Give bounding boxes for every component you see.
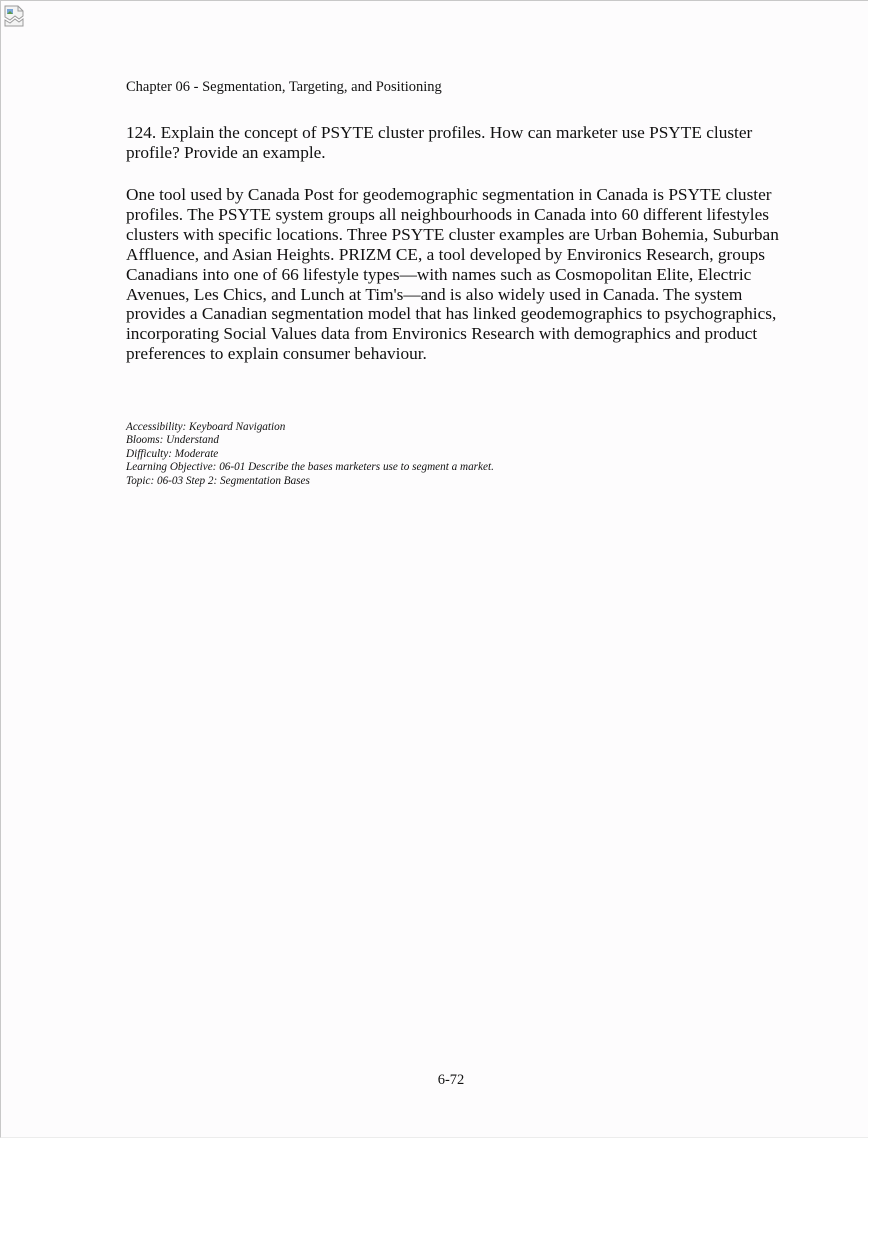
meta-blooms: Blooms: Understand — [126, 434, 219, 447]
answer-line: One tool used by Canada Post for geodemographic segmentation in Canada is PSYTE cluster — [126, 185, 772, 204]
answer-line: provides a Canadian segmentation model that has linked geodemographics to psychographics, — [126, 304, 777, 324]
meta-topic: Topic: 06-03 Step 2: Segmentation Bases — [126, 474, 310, 487]
page-number: 6-72 — [437, 1072, 465, 1088]
meta-accessibility: Accessibility: Keyboard Navigation — [126, 421, 286, 433]
question-text: 124. Explain the concept of PSYTE cluster profiles. How can marketer use PSYTE cluster profile? Provide an example. — [126, 123, 753, 162]
answer-line: Avenues, Les Chics, and Lunch at Tim's—and is also widely used in Canada. The system — [126, 284, 743, 304]
chapter-header: Chapter 06 - Segmentation, Targeting, and Positioning — [126, 79, 442, 95]
answer-line: incorporating Social Values data from Environics Research with demographics and product — [126, 324, 758, 344]
answer-line: preferences to explain consumer behaviour. — [126, 344, 427, 364]
question-metadata — [126, 421, 494, 488]
answer-line: profiles. The PSYTE system groups all neighbourhoods in Canada into 60 different lifestyles — [126, 204, 769, 224]
answer-text — [126, 185, 791, 364]
answer-line: clusters with specific locations. Three PSYTE cluster examples are Urban Bohemia, Suburban — [126, 224, 779, 244]
meta-learning-objective: Learning Objective: 06-01 Describe the bases marketers use to segment a market. — [126, 461, 494, 474]
answer-line: Affluence, and Asian Heights. PRIZM CE, a tool developed by Environics Research, groups — [126, 244, 765, 264]
broken-image-icon — [4, 5, 26, 27]
answer-line: Canadians into one of 66 lifestyle types—with names such as Cosmopolitan Elite, Electric — [126, 264, 752, 284]
meta-difficulty: Difficulty: Moderate — [126, 447, 219, 460]
